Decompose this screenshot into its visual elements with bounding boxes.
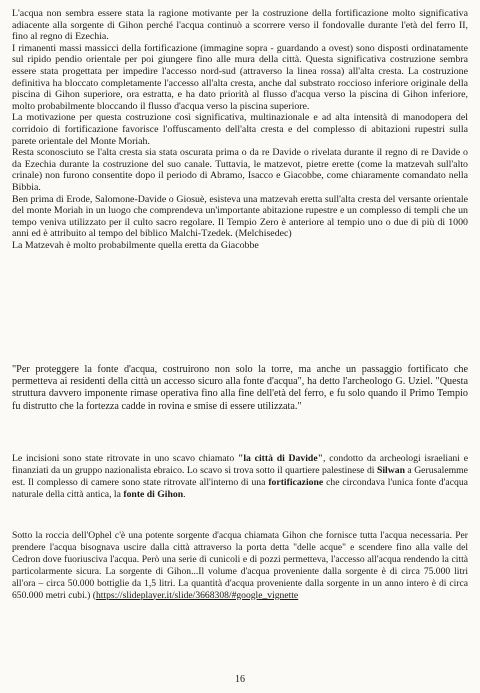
page-number: 16 (235, 674, 245, 685)
source-link[interactable]: https://slideplayer.it/slide/3668308/#google_vignette (95, 589, 299, 601)
body-section-4 (12, 530, 468, 601)
body-section-1 (12, 8, 468, 251)
paragraph: La motivazione per questa costruzione così significativa, multinazionale e ad alta intensità di manodopera del corridoio di fortificazione favorisce l'offuscamento dell'alta cresta e del complesso di abitazioni rupestri sulla parete orientale del Monte Moriah. (12, 112, 468, 147)
paragraph: Ben prima di Erode, Salomone-Davide o Giosuè, esisteva una matzevah eretta sull'alta cresta del versante orientale del monte Moriah in un luogo che comprendeva un'importante abitazione rupestre e un complesso di templi che un tempo veniva utilizzato per il culto sacro regolare. Il Tempio Zero è anteriore al tempio uno o due di più di 1000 anni ed è attribuito al tempo del biblico Malchi-Tzedek. (Melchisedec) (12, 193, 468, 240)
paragraph: L'acqua non sembra essere stata la ragione motivante per la costruzione della fortificazione molto significativa adiacente alla sorgente di Gihon perché l'acqua continuò a scorrere verso il fondovalle durante l'età del ferro II, fino al regno di Ezechia. (12, 8, 468, 43)
paragraph: Resta sconosciuto se l'alta cresta sia stata oscurata prima o da re Davide o rivelata durante il regno di re Davide o da Ezechia durante la costruzione del suo canale. Tuttavia, le matzevot, pietre erette (come la matzevah sull'alto crinale) non furono consentite dopo il periodo di Abramo, Isacco e Giacobbe, come chiaramente comandato nella Bibbia. (12, 147, 468, 193)
bold-term: Silwan (376, 464, 405, 476)
paragraph: I rimanenti massi massicci della fortificazione (immagine sopra - guardando a ovest) sono disposti ordinatamente sul ripido pendio orientale per poi giungere fino alle mura della città. Questa significativa costruzione sembra essere stata progettata per impedire l'accesso nord-sud (attraverso la linea rossa) all'alta cresta. La costruzione definitiva ha bloccato completamente l'accesso all'alta cresta, anche dal substrato roccioso inferiore originale della piscina di Gihon superiore, ora estratta, e ha dato priorità al flusso d'acqua verso la piscina di Gihon inferiore, molto probabilmente bloccando il flusso d'acqua verso la piscina superiore. (12, 42, 468, 112)
quote-paragraph: "Per proteggere la fonte d'acqua, costruirono non solo la torre, ma anche un passaggio fortificato che permetteva ai residenti della città un accesso sicuro alla fonte d'acqua", ha detto l'archeologo G. Uziel. "Questa struttura davvero imponente rimase operativa fino alla fine dell'età del ferro, e fu solo quando il Primo Tempio fu distrutto che la fortezza cadde in rovina e smise di essere utilizzata." (12, 364, 468, 412)
paragraph: Le incisioni sono state ritrovate in uno scavo chiamato "la città di Davide", condotto da archeologi israeliani e finanziati da un gruppo nazionalista ebraico. Lo scavo si trova sotto il quartiere palestinese di Silwan a Gerusalemme est. Il complesso di camere sono state ritrovate all'interno di una fortificazione che circondava l'unica fonte d'acqua naturale della città antica, la fonte di Gihon. (12, 453, 468, 500)
bold-term: fonte di Gihon (123, 488, 184, 500)
bold-term: "la città di Davide" (237, 453, 324, 464)
body-section-3 (12, 453, 468, 501)
paragraph: Sotto la roccia dell'Ophel c'è una potente sorgente d'acqua chiamata Gihon che fornisce tutta l'acqua necessaria. Per prendere l'acqua bisognava uscire dalla città attraverso la porta detta "delle acque" e scendere fino alla valle del Cedron dove fuoriusciva l'acqua. Però una serie di cunicoli e di pozzi permetteva, l'accesso all'acqua rendendo la città particolarmente sicura. La sorgente di Gihon...Il volume d'acqua proveniente dalla sorgente è di circa 75.000 litri all'ora – circa 50.000 bottiglie da 1,5 litri. La quantità d'acqua proveniente dalla sorgente in un anno intero è di circa 650.000 metri cubi.) (https://slideplayer.it/slide/3668308/#google_vignette (12, 530, 468, 601)
paragraph: La Matzevah è molto probabilmente quella eretta da Giacobbe (12, 239, 259, 251)
bold-term: fortificazione (268, 476, 324, 488)
